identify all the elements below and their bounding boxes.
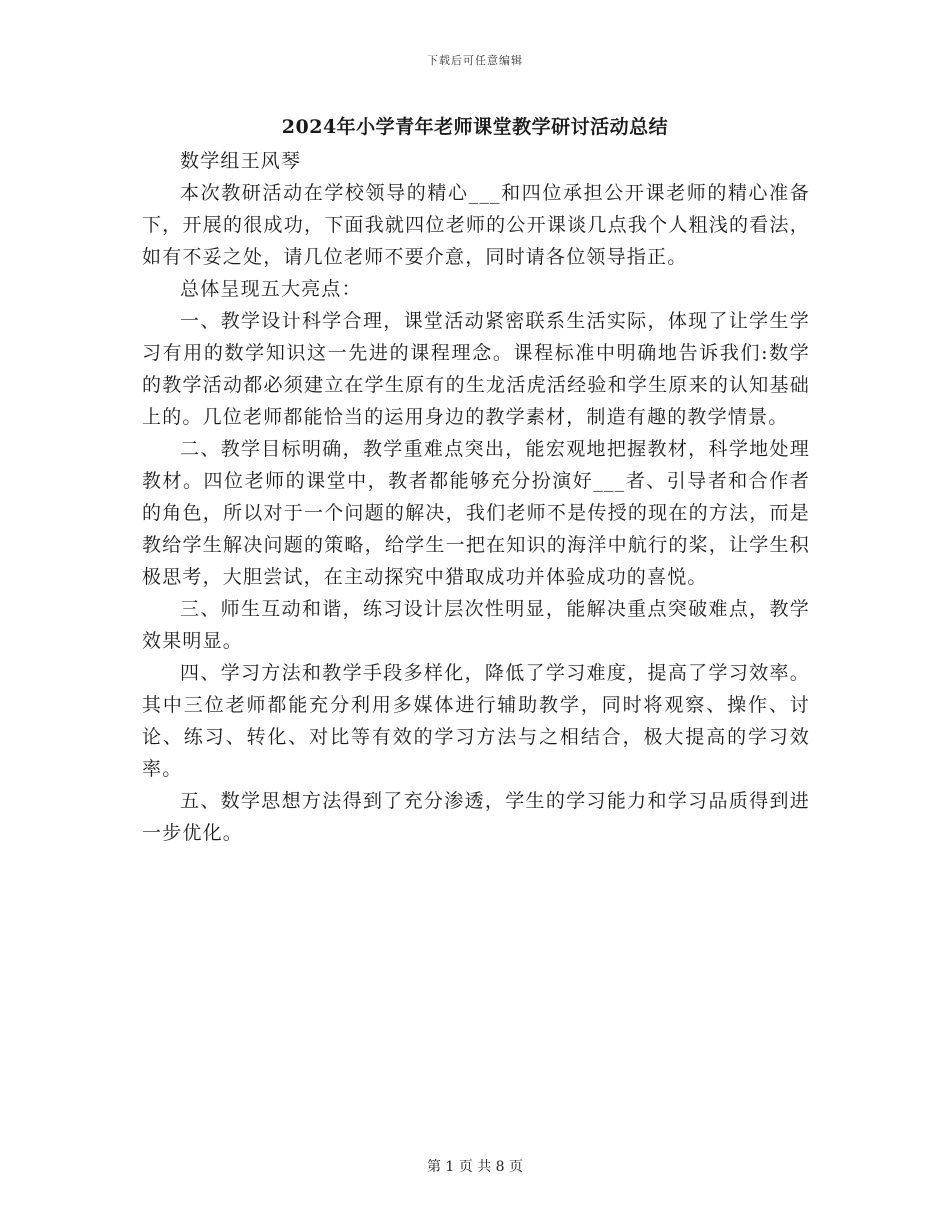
- author-line: 数学组王风琴: [180, 150, 302, 172]
- paragraph-point-4: 四、学习方法和教学手段多样化，降低了学习难度，提高了学习效率。其中三位老师都能充分利用多媒体进行辅助教学，同时将观察、操作、讨论、练习、转化、对比等有效的学习方法与之相结合，极大提高的学习效率。: [142, 662, 810, 780]
- paragraph-point-2: 二、教学目标明确，教学重难点突出，能宏观地把握教材，科学地处理教材。四位老师的课堂中，教者都能够充分扮演好___者、引导者和合作者的角色，所以对于一个问题的解决，我们老师不是传授的现在的方法，而是教给学生解决问题的策略，给学生一把在知识的海洋中航行的桨，让学生积极思考，大胆尝试，在主动探究中猎取成功并体验成功的喜悦。: [142, 438, 810, 588]
- document-body: [142, 145, 810, 849]
- page-footer: 第 1 页 共 8 页: [426, 1159, 524, 1175]
- document-title: 2024年小学青年老师课堂教学研讨活动总结: [281, 116, 669, 138]
- paragraph-point-1: 一、教学设计科学合理，课堂活动紧密联系生活实际，体现了让学生学习有用的数学知识这一先进的课程理念。课程标准中明确地告诉我们:数学的教学活动都必须建立在学生原有的生龙活虎活经验和学生原来的认知基础上的。几位老师都能恰当的运用身边的教学素材，制造有趣的教学情景。: [142, 310, 810, 428]
- paragraph-point-5: 五、数学思想方法得到了充分渗透，学生的学习能力和学习品质得到进一步优化。: [142, 790, 810, 844]
- paragraph-summary-heading: 总体呈现五大亮点：: [180, 278, 362, 300]
- paragraph-point-3: 三、师生互动和谐，练习设计层次性明显，能解决重点突破难点，教学效果明显。: [142, 598, 810, 652]
- paragraph-intro: 本次教研活动在学校领导的精心___和四位承担公开课老师的精心准备下，开展的很成功，下面我就四位老师的公开课谈几点我个人粗浅的看法，如有不妥之处，请几位老师不要介意，同时请各位领导指正。: [142, 182, 810, 268]
- header-note: 下载后可任意编辑: [427, 54, 523, 67]
